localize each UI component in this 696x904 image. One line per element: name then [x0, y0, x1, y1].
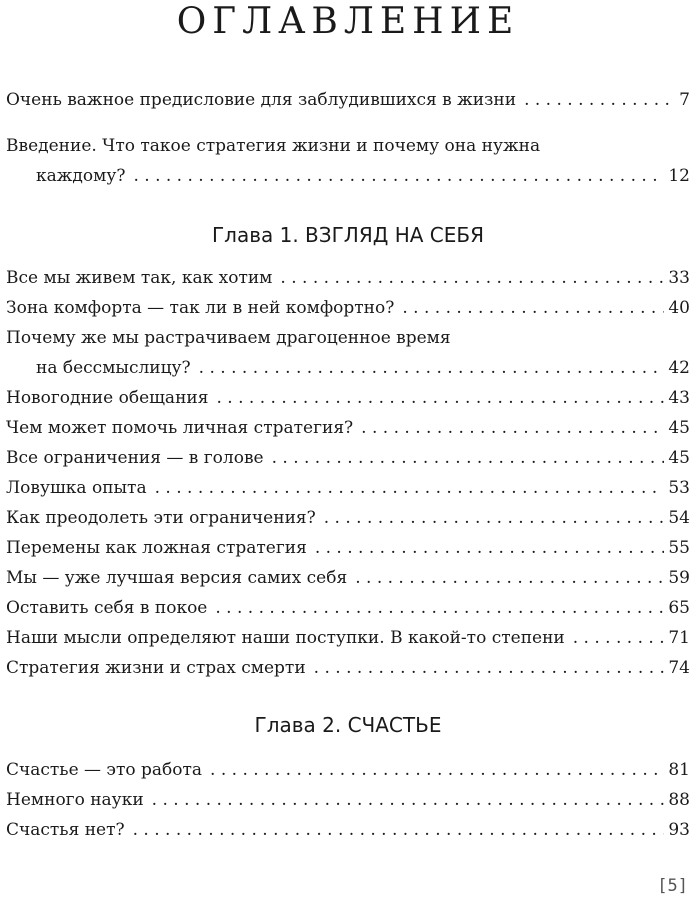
- page-title: ОГЛАВЛЕНИЕ: [176, 1, 520, 42]
- dot-leader: [152, 785, 665, 815]
- toc-page-number: 81: [668, 760, 690, 780]
- toc-page-number: 93: [668, 820, 690, 840]
- toc-entry[interactable]: [6, 755, 690, 785]
- toc-entry-title: Очень важное предисловие для заблудившихся в жизни: [6, 90, 517, 110]
- toc-entry[interactable]: [6, 293, 690, 323]
- toc-entry-title: Все мы живем так, как хотим: [6, 268, 273, 288]
- page-number: [5]: [657, 876, 688, 896]
- toc-entry[interactable]: [6, 533, 690, 563]
- toc-entry[interactable]: [6, 323, 690, 383]
- dot-leader: [402, 293, 664, 323]
- toc-entry-title: Зона комфорта — так ли в ней комфортно?: [6, 298, 395, 318]
- toc-entry[interactable]: [6, 503, 690, 533]
- dot-leader: [272, 443, 665, 473]
- dot-leader: [314, 653, 665, 683]
- dot-leader: [315, 533, 665, 563]
- toc-entry[interactable]: [6, 623, 690, 653]
- toc-page-number: 40: [668, 298, 690, 318]
- toc-entry-title: Ловушка опыта: [6, 478, 147, 498]
- chapter-heading-1: Глава 1. ВЗГЛЯД НА СЕБЯ: [211, 223, 485, 247]
- toc-page-number: 7: [679, 90, 690, 110]
- toc-page-number: 74: [668, 658, 690, 678]
- dot-leader: [361, 413, 664, 443]
- toc-entry[interactable]: [6, 653, 690, 683]
- dot-leader: [155, 473, 665, 503]
- dot-leader: [573, 623, 665, 653]
- dot-leader: [280, 263, 664, 293]
- toc-entry[interactable]: [6, 593, 690, 623]
- toc-page-number: 43: [668, 388, 690, 408]
- dot-leader: [199, 353, 665, 383]
- toc-entry-title: Стратегия жизни и страх смерти: [6, 658, 306, 678]
- toc-entry-title: Введение. Что такое стратегия жизни и почему она нужна: [6, 136, 541, 156]
- toc-page-number: 42: [668, 358, 690, 378]
- toc-entry-title: Немного науки: [6, 790, 144, 810]
- toc-entry-title: Счастье — это работа: [6, 760, 203, 780]
- toc-page-number: 53: [668, 478, 690, 498]
- dot-leader: [324, 503, 665, 533]
- dot-leader: [524, 85, 675, 115]
- dot-leader: [133, 161, 664, 191]
- toc-page-number: 45: [668, 418, 690, 438]
- toc-entry-title-continued: каждому?: [36, 166, 126, 186]
- dot-leader: [216, 383, 664, 413]
- toc-entry[interactable]: [6, 383, 690, 413]
- toc-page-number: 12: [668, 166, 690, 186]
- dot-leader: [133, 815, 665, 845]
- toc-page-number: 55: [668, 538, 690, 558]
- toc-page-number: 65: [668, 598, 690, 618]
- toc-entry-title: Счастья нет?: [6, 820, 125, 840]
- dot-leader: [215, 593, 664, 623]
- toc-entry-introduction[interactable]: [6, 131, 690, 191]
- toc-page-number: 59: [668, 568, 690, 588]
- toc-entry-title: Чем может помочь личная стратегия?: [6, 418, 354, 438]
- toc-entry[interactable]: [6, 563, 690, 593]
- chapter-heading-2: Глава 2. СЧАСТЬЕ: [254, 713, 442, 737]
- toc-entry-preface[interactable]: [6, 85, 690, 115]
- toc-entry-title: Наши мысли определяют наши поступки. В какой-то степени: [6, 628, 565, 648]
- toc-page-number: 88: [668, 790, 690, 810]
- toc-entry-title: Мы — уже лучшая версия самих себя: [6, 568, 348, 588]
- toc-entry[interactable]: [6, 263, 690, 293]
- toc-entry-title-continued: на бессмыслицу?: [36, 358, 191, 378]
- toc-page-number: 71: [668, 628, 690, 648]
- toc-entry[interactable]: [6, 413, 690, 443]
- toc-entry-title: Как преодолеть эти ограничения?: [6, 508, 316, 528]
- toc-entry-title: Новогодние обещания: [6, 388, 209, 408]
- dot-leader: [355, 563, 664, 593]
- toc-entry[interactable]: [6, 815, 690, 845]
- toc-page-number: 45: [668, 448, 690, 468]
- toc-entry-title: Перемены как ложная стратегия: [6, 538, 307, 558]
- toc-entry[interactable]: [6, 443, 690, 473]
- dot-leader: [210, 755, 664, 785]
- toc-entry-title: Почему же мы растрачиваем драгоценное время: [6, 328, 451, 348]
- toc-page-number: 54: [668, 508, 690, 528]
- toc-entry[interactable]: [6, 473, 690, 503]
- toc-page-number: 33: [668, 268, 690, 288]
- toc-entry-title: Оставить себя в покое: [6, 598, 208, 618]
- toc-entry-title: Все ограничения — в голове: [6, 448, 264, 468]
- toc-entry[interactable]: [6, 785, 690, 815]
